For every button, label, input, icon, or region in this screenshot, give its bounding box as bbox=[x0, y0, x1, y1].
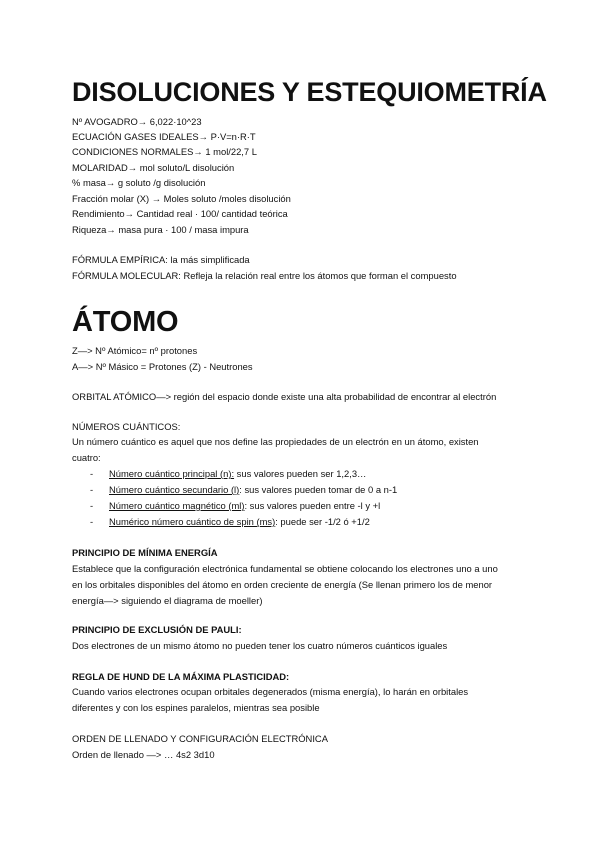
formula-yield: Rendimiento→ Cantidad real · 100/ cantidad teórica bbox=[72, 208, 288, 219]
quantum-number-name: Número cuántico principal (n): bbox=[109, 468, 235, 479]
list-item bbox=[90, 466, 397, 482]
page-title: DISOLUCIONES Y ESTEQUIOMETRÍA bbox=[72, 77, 547, 107]
filling-order-heading: ORDEN DE LLENADO Y CONFIGURACIÓN ELECTRÓNICA bbox=[72, 733, 328, 744]
bullet-dash: - bbox=[90, 484, 94, 495]
quantum-number-desc: : puede ser -1/2 ó +1/2 bbox=[275, 516, 370, 527]
quantum-number-desc: : sus valores pueden entre -l y +l bbox=[244, 500, 381, 511]
mass-number-line: A—> Nº Másico = Protones (Z) - Neutrones bbox=[72, 361, 253, 372]
formula-ideal-gas: ECUACIÓN GASES IDEALES→ P·V=n·R·T bbox=[72, 131, 256, 142]
bullet-dash: - bbox=[90, 500, 94, 511]
min-energy-text: Establece que la configuración electrónica fundamental se obtiene colocando los electrones uno a uno en los orbitales disponibles del átomo en orden creciente de energía (Se llenan primero los de menor energía—> siguiendo el diagrama de moeller) bbox=[72, 563, 498, 606]
atomic-number-line: Z—> Nº Atómico= nº protones bbox=[72, 345, 198, 356]
pauli-text: Dos electrones de un mismo átomo no pueden tener los cuatro números cuánticos iguales bbox=[72, 640, 448, 651]
formula-molar-fraction: Fracción molar (X) → Moles soluto /moles disolución bbox=[72, 193, 291, 204]
bullet-dash: - bbox=[90, 516, 94, 527]
formula-purity: Riqueza→ masa pura · 100 / masa impura bbox=[72, 224, 249, 235]
hund-heading: REGLA DE HUND DE LA MÁXIMA PLASTICIDAD: bbox=[72, 671, 290, 682]
atom-section-title: ÁTOMO bbox=[72, 306, 179, 338]
quantum-numbers-intro: Un número cuántico es aquel que nos define las propiedades de un electrón en un átomo, existen cuatro: bbox=[72, 436, 479, 463]
quantum-number-desc: sus valores pueden ser 1,2,3… bbox=[234, 468, 367, 479]
filling-order-text: Orden de llenado —> … 4s2 3d10 bbox=[72, 749, 215, 760]
hund-text: Cuando varios electrones ocupan orbitales degenerados (misma energía), lo harán en orbitales diferentes y con los espines paralelos, mientras sea posible bbox=[72, 686, 469, 713]
formula-molarity: MOLARIDAD→ mol soluto/L disolución bbox=[72, 162, 235, 173]
list-item bbox=[90, 482, 397, 498]
quantum-number-name: Número cuántico magnético (ml) bbox=[109, 500, 245, 511]
formula-normal-conditions: CONDICIONES NORMALES→ 1 mol/22,7 L bbox=[72, 146, 257, 157]
quantum-numbers-list bbox=[90, 466, 397, 530]
formula-avogadro: Nº AVOGADRO→ 6,022·10^23 bbox=[72, 116, 202, 127]
min-energy-heading: PRINCIPIO DE MÍNIMA ENERGÍA bbox=[72, 547, 218, 558]
orbital-definition: ORBITAL ATÓMICO—> región del espacio donde existe una alta probabilidad de encontrar al electrón bbox=[72, 391, 497, 402]
quantum-number-name: Numérico número cuántico de spin (ms) bbox=[109, 516, 276, 527]
quantum-number-desc: : sus valores pueden tomar de 0 a n-1 bbox=[239, 484, 398, 495]
list-item bbox=[90, 498, 397, 514]
bullet-dash: - bbox=[90, 468, 94, 479]
formula-mass-percent: % masa→ g soluto /g disolución bbox=[72, 177, 206, 188]
pauli-heading: PRINCIPIO DE EXCLUSIÓN DE PAULI: bbox=[72, 624, 242, 635]
list-item bbox=[90, 514, 397, 530]
molecular-formula-line: FÓRMULA MOLECULAR: Refleja la relación real entre los átomos que forman el compuesto bbox=[72, 270, 457, 281]
empirical-formula-line: FÓRMULA EMPÍRICA: la más simplificada bbox=[72, 254, 250, 265]
quantum-numbers-heading: NÚMEROS CUÁNTICOS: bbox=[72, 421, 181, 432]
quantum-number-name: Número cuántico secundario (l) bbox=[109, 484, 240, 495]
